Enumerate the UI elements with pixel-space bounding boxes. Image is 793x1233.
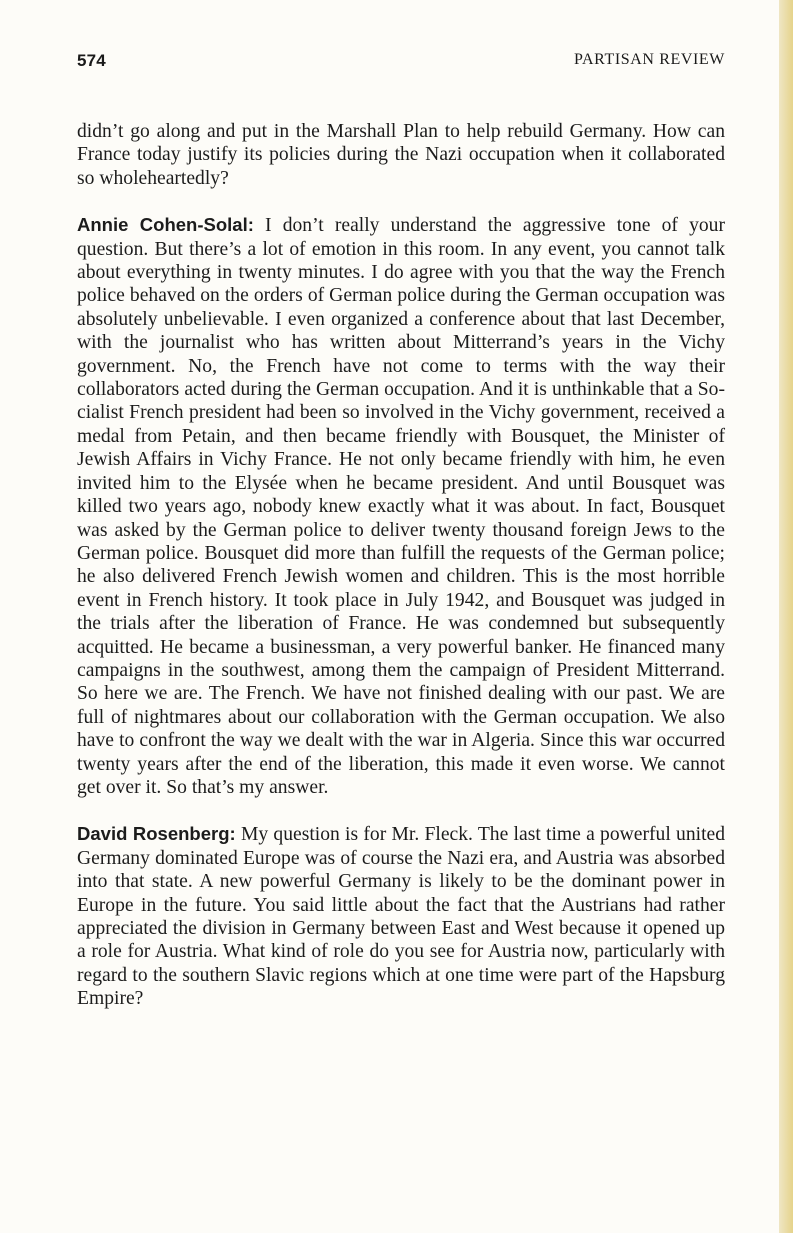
paragraph-text: didn’t go along and put in the Marshall Plan to help rebuild Germany. How can France today justify its policies during the Nazi occupation when it collaborated so wholeheartedly? xyxy=(77,121,725,189)
page-number: 574 xyxy=(77,51,106,70)
running-head xyxy=(77,51,725,73)
paragraph-text: I don’t really understand the aggressive tone of your question. But there’s a lot of emotion in this room. In any event, you cannot talk about everything in twenty minutes. I do agree with you that the way the French police behaved on the orders of German police during the German occupation was absolutely unbelievable. I even organized a conference about that last December, with the journalist who has written about Mitterrand’s years in the Vichy government. No, the French have not come to terms with the way their collaborators acted during the German occupation. And it is unthinkable that a Socialist French president had been so involved in the Vichy government, received a medal from Petain, and then became friendly with Bousquet, the Minister of Jewish Affairs in Vichy France. He not only became friendly with him, he even invited him to the Elysée when he became president. And until Bousquet was killed two years ago, nobody knew exactly what it was about. In fact, Bousquet was asked by the German police to deliver twenty thousand foreign Jews to the German police. Bousquet did more than fulfill the requests of the German police; he also delivered French Jewish women and children. This is the most horrible event in French history. It took place in July 1942, and Bousquet was judged in the trials after the liberation of France. He was condemned but subsequently acquitted. He became a businessman, a very powerful banker. He financed many campaigns in the southwest, among them the campaign of President Mitterrand. So here we are. The French. We have not finished dealing with our past. We are full of nightmares about our collaboration with the German occupation. We also have to confront the way we dealt with the war in Algeria. Since this war occurred twenty years after the end of the liberation, this made it even worse. We cannot get over it. So that’s my answer. xyxy=(77,215,725,798)
paragraph-cohen-solal xyxy=(77,213,725,799)
page-binding-edge xyxy=(779,0,793,1233)
speaker-name: Annie Cohen-Solal: xyxy=(77,214,254,236)
journal-title: PARTISAN REVIEW xyxy=(573,51,725,68)
article-body xyxy=(77,120,725,1011)
paragraph-text: My question is for Mr. Fleck. The last time a powerful united Germany dominated Europe was of course the Nazi era, and Austria was absorbed into that state. A new powerful Germany is likely to be the dominant power in Europe in the future. You said little about the fact that the Austrians had rather appreciated the division in Germany between East and West because it opened up a role for Austria. What kind of role do you see for Austria now, particularly with regard to the southern Slavic regions which at one time were part of the Hapsburg Empire? xyxy=(77,824,726,1010)
paragraph-continuation xyxy=(77,120,725,190)
paragraph-rosenberg xyxy=(77,822,725,1010)
speaker-name: David Rosenberg: xyxy=(77,823,236,845)
